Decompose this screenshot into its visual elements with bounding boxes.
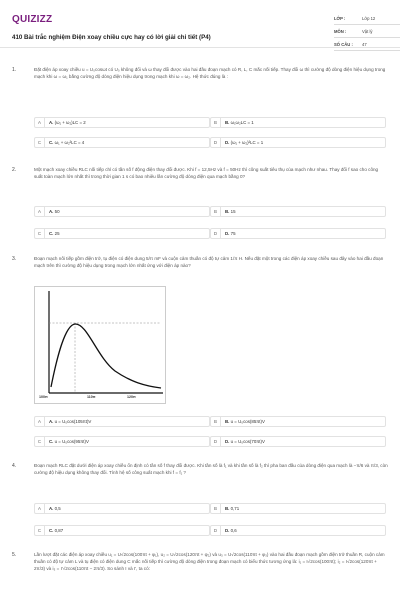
meta-row-count xyxy=(334,38,400,51)
question-3 xyxy=(12,256,388,456)
question-5 xyxy=(12,552,388,598)
option-a[interactable] xyxy=(34,416,210,427)
option-letter: A xyxy=(35,118,45,127)
option-letter: B xyxy=(211,207,221,216)
option-text: A. 0,5 xyxy=(49,506,61,511)
option-c[interactable] xyxy=(34,228,210,239)
question-text: Lần lượt đặt các điện áp xoay chiều u₁ = U√2cos(100πt + φ₁), u₂ = U√2cos(120πt + φ₂) và u₃ = U√2cos(110πt + φ₃) vào hai đầu đoạn mạch gồm điện trở thuần R, cuộn cảm thuần có độ tự cảm L và tụ điện có điện dung C mắc nối tiếp thì cường độ dòng điện trong đoạn mạch có biểu thức tương ứng là: i₁ = I√2cos(100πt); i₂ = I√2cos(120πt + 2π/3) và i₃ = I'√2cos(110πt − 2π/3). So sánh I và I', ta có: xyxy=(34,552,385,571)
option-text: A. (ω₁ + ω₂)LC = 2 xyxy=(49,120,86,125)
option-d[interactable] xyxy=(210,525,386,536)
option-text: D. 0,6 xyxy=(225,528,237,533)
option-b[interactable] xyxy=(210,117,386,128)
option-d[interactable] xyxy=(210,436,386,447)
option-text: C. u = U₀cos(95πt)V xyxy=(49,439,89,444)
question-number: 3. xyxy=(12,256,17,262)
question-text: Đoạn mạch nối tiếp gồm điện trở, tụ điện có điện dung 5/π mF và cuộn cảm thuần có độ tự cảm 1/π H. Nếu đặt một trong các điện áp xoay chiều sau đây vào hai đầu đoạn mạch trên thì cường độ hiệu dụng trong mạch lớn nhất ứng với điện áp nào? xyxy=(34,256,384,268)
meta-value: Lớp 12 xyxy=(362,15,376,21)
option-a[interactable] xyxy=(34,503,210,514)
option-letter: D xyxy=(211,437,221,446)
meta-value: 47 xyxy=(362,41,367,47)
option-letter: C xyxy=(35,526,45,535)
question-number: 1. xyxy=(12,67,17,73)
option-letter: B xyxy=(211,118,221,127)
option-text: B. ω₁ω₂LC = 1 xyxy=(225,120,254,125)
page-header xyxy=(12,10,388,56)
question-text: Đoạn mạch RLC đặt dưới điện áp xoay chiều ổn định có tần số f thay đổi được. Khi tần số là f₁ và khi tần số là f₂ thì pha ban đầu của dòng điện qua mạch là −π/6 và π/3, còn cường độ hiệu dụng không thay đổi. Tính hệ số công suất mạch khi f = f₁ ? xyxy=(34,463,388,475)
meta-row-subject xyxy=(334,25,400,38)
question-4 xyxy=(12,463,388,543)
x-tick-label: 120π xyxy=(127,395,136,399)
header-divider xyxy=(0,47,400,48)
meta-value: Vật lý xyxy=(362,28,373,34)
option-text: B. u = U₀cos(85πt)V xyxy=(225,419,265,424)
option-letter: A xyxy=(35,207,45,216)
option-c[interactable] xyxy=(34,436,210,447)
option-text: D. u = U₀cos(70πt)V xyxy=(225,439,265,444)
option-text: C. ω₁ + ω₂²LC = 4 xyxy=(49,140,85,145)
option-b[interactable] xyxy=(210,503,386,514)
meta-key: SỐ CÂU : xyxy=(334,41,353,47)
x-tick-label: 100π xyxy=(39,395,48,399)
meta-table xyxy=(334,12,400,51)
option-letter: A xyxy=(35,417,45,426)
option-c[interactable] xyxy=(34,525,210,536)
option-letter: C xyxy=(35,229,45,238)
option-a[interactable] xyxy=(34,117,210,128)
option-text: A. 50 xyxy=(49,209,60,214)
option-d[interactable] xyxy=(210,137,386,148)
option-a[interactable] xyxy=(34,206,210,217)
question-number: 4. xyxy=(12,463,17,469)
option-letter: B xyxy=(211,504,221,513)
option-text: B. 15 xyxy=(225,209,236,214)
option-d[interactable] xyxy=(210,228,386,239)
option-letter: B xyxy=(211,417,221,426)
option-letter: C xyxy=(35,138,45,147)
option-text: C. 25 xyxy=(49,231,60,236)
question-text: Đặt điện áp xoay chiều u = U₀cosωt có U₀ không đổi và ω thay đổi được vào hai đầu đoạn mạch có R, L, C mắc nối tiếp. Thay đổi ω thì cường độ dòng điện hiệu dụng trong mạch khi ω = ω₁ bằng cường độ dòng điện hiệu dụng trong mạch khi ω = ω₂. Hệ thức đúng là : xyxy=(34,67,386,79)
question-number: 2. xyxy=(12,167,17,173)
option-letter: D xyxy=(211,229,221,238)
question-1 xyxy=(12,67,388,157)
x-tick-label: 110π xyxy=(87,395,96,399)
resonance-curve-svg xyxy=(35,287,167,405)
resonance-graph xyxy=(34,286,166,404)
document-title: 410 Bài trắc nghiệm Điện xoay chiều cực hay có lời giải chi tiết (P4) xyxy=(12,34,211,41)
question-number: 5. xyxy=(12,552,17,558)
option-letter: A xyxy=(35,504,45,513)
option-text: A. u = U₀cos(105πt)V xyxy=(49,419,92,424)
option-text: B. 0,71 xyxy=(225,506,240,511)
option-b[interactable] xyxy=(210,416,386,427)
option-text: C. 0,87 xyxy=(49,528,64,533)
option-text: D. 75 xyxy=(225,231,236,236)
option-text: D. (ω₁ + ω₂)²LC = 1 xyxy=(225,140,264,145)
option-c[interactable] xyxy=(34,137,210,148)
meta-key: LỚP : xyxy=(334,15,346,21)
resonance-curve xyxy=(51,324,161,388)
option-letter: D xyxy=(211,526,221,535)
question-2 xyxy=(12,167,388,247)
question-text: Một mạch xoay chiều RLC nối tiếp chỉ có tần số f động điện thay đổi được. Khi f = 12,5Hz và f = 50Hz thì công suất tiêu thụ của mạch như nhau. Thay đổi f sao cho công suất toàn mạch lớn nhất thì trong thời gian 1 s có bao nhiêu lần cường độ dòng điện qua mạch bằng 0? xyxy=(34,167,379,179)
option-b[interactable] xyxy=(210,206,386,217)
meta-key: MÔN : xyxy=(334,28,347,34)
option-letter: D xyxy=(211,138,221,147)
meta-row-class xyxy=(334,12,400,25)
option-letter: C xyxy=(35,437,45,446)
quizizz-logo: QUIZIZZ xyxy=(12,14,53,25)
